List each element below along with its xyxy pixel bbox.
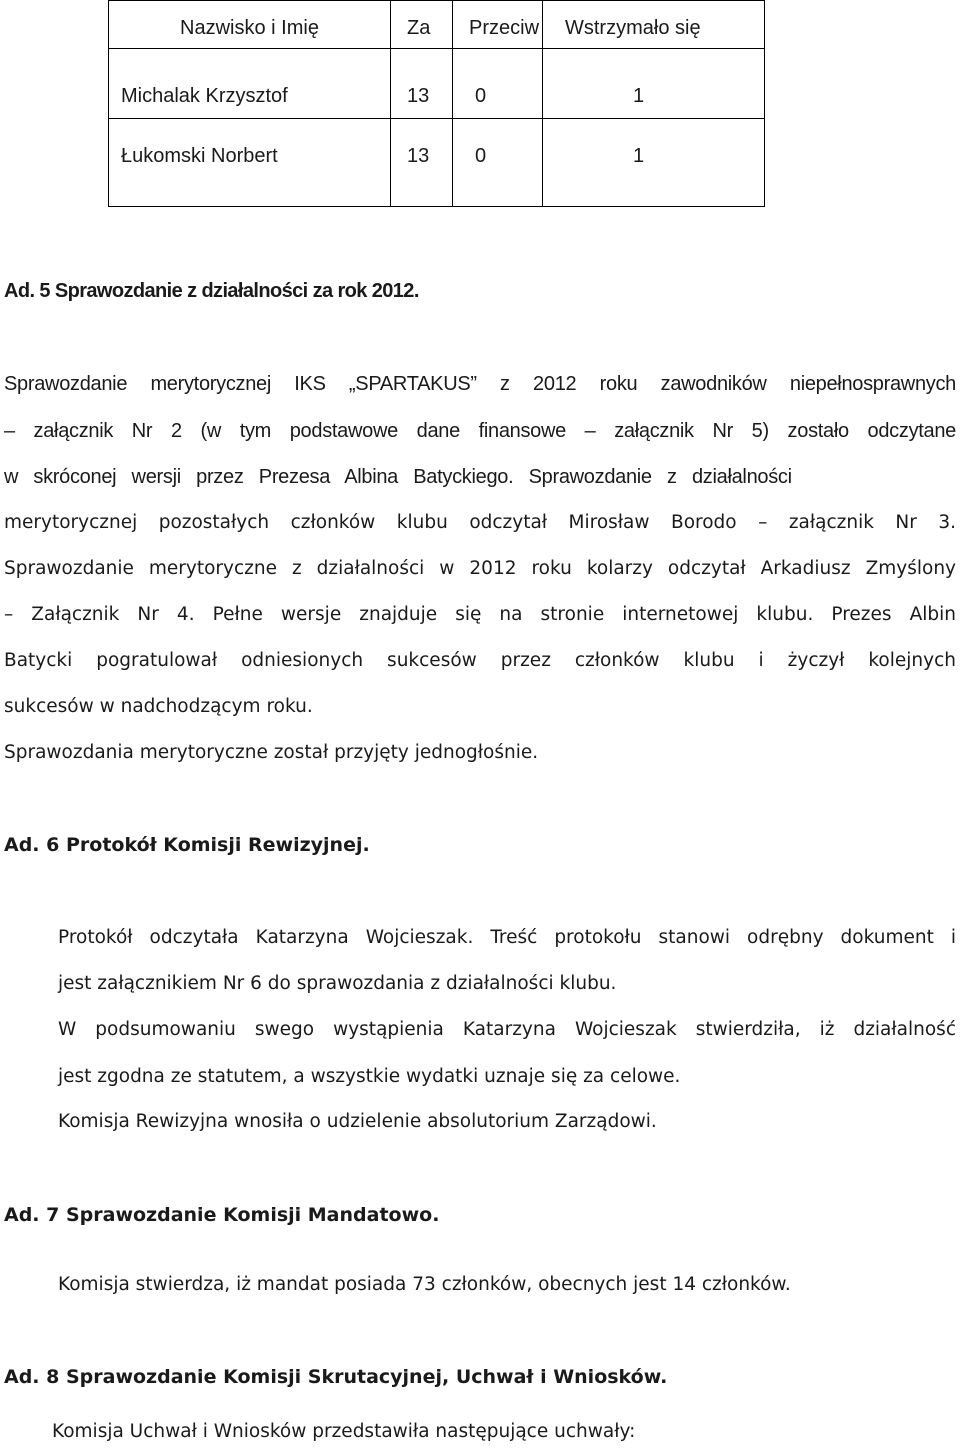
ad6-line: jest załącznikiem Nr 6 do sprawozdania z działalności klubu. xyxy=(58,973,617,994)
ad5-line: Sprawozdanie merytorycznej IKS „SPARTAKUS” z 2012 roku zawodników niepełnosprawnych xyxy=(4,373,956,395)
ad5-line: Sprawozdanie merytoryczne z działalności w 2012 roku kolarzy odczytał Arkadiusz Zmyślony xyxy=(4,558,956,579)
header-przeciw: Przeciw xyxy=(453,1,543,49)
header-za: Za xyxy=(391,1,453,49)
cell-wstrzymalo: 1 xyxy=(543,49,765,119)
ad5-line: – załącznik Nr 2 (w tym podstawowe dane finansowe – załącznik Nr 5) zostało odczytane xyxy=(4,420,956,442)
table-header-row xyxy=(109,1,765,49)
ad5-line: Batycki pogratulował odniesionych sukcesów przez członków klubu i życzył kolejnych xyxy=(4,650,956,671)
ad7-heading: Ad. 7 Sprawozdanie Komisji Mandatowo. xyxy=(4,1204,440,1226)
ad5-line: – Załącznik Nr 4. Pełne wersje znajduje się na stronie internetowej klubu. Prezes Albin xyxy=(4,604,956,625)
ad6-line: Komisja Rewizyjna wnosiła o udzielenie absolutorium Zarządowi. xyxy=(58,1111,657,1132)
cell-za: 13 xyxy=(391,49,453,119)
ad7-line: Komisja stwierdza, iż mandat posiada 73 członków, obecnych jest 14 członków. xyxy=(58,1274,791,1295)
ad6-heading: Ad. 6 Protokół Komisji Rewizyjnej. xyxy=(4,834,370,856)
ad5-line: Sprawozdania merytoryczne został przyjęty jednogłośnie. xyxy=(4,742,539,763)
ad6-line: jest zgodna ze statutem, a wszystkie wydatki uznaje się za celowe. xyxy=(58,1066,681,1087)
cell-przeciw: 0 xyxy=(453,49,543,119)
vote-table xyxy=(108,0,765,207)
cell-name: Michalak Krzysztof xyxy=(109,49,391,119)
cell-za: 13 xyxy=(391,119,453,207)
cell-wstrzymalo: 1 xyxy=(543,119,765,207)
table-row xyxy=(109,119,765,207)
header-wstrzymalo: Wstrzymało się xyxy=(543,1,765,49)
ad5-line: merytorycznej pozostałych członków klubu odczytał Mirosław Borodo – załącznik Nr 3. xyxy=(4,512,956,533)
ad6-line: Protokół odczytała Katarzyna Wojcieszak. Treść protokołu stanowi odrębny dokument i xyxy=(58,927,956,948)
ad5-heading: Ad. 5 Sprawozdanie z działalności za rok 2012. xyxy=(4,280,419,302)
ad8-line: Komisja Uchwał i Wniosków przedstawiła następujące uchwały: xyxy=(52,1421,636,1442)
cell-name: Łukomski Norbert xyxy=(109,119,391,207)
header-name: Nazwisko i Imię xyxy=(109,1,391,49)
cell-przeciw: 0 xyxy=(453,119,543,207)
ad5-line: sukcesów w nadchodzącym roku. xyxy=(4,696,313,717)
ad5-line: w skróconej wersji przez Prezesa Albina Batyckiego. Sprawozdanie z działalności xyxy=(4,466,792,488)
table-row xyxy=(109,49,765,119)
ad8-heading: Ad. 8 Sprawozdanie Komisji Skrutacyjnej, Uchwał i Wniosków. xyxy=(4,1366,668,1388)
ad6-line: W podsumowaniu swego wystąpienia Katarzyna Wojcieszak stwierdziła, iż działalność xyxy=(58,1019,956,1040)
